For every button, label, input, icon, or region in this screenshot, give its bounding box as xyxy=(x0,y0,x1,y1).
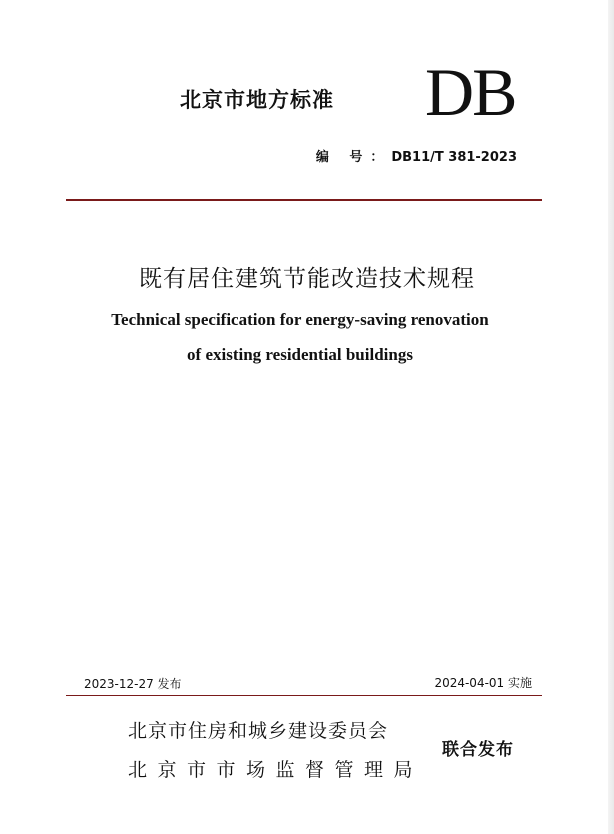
standard-category-label: 北京市地方标准 xyxy=(180,88,334,112)
top-divider xyxy=(66,199,542,201)
issuer-market-supervision: 北京市市场监督管理局 xyxy=(128,759,424,781)
standard-number-value: DB11/T 381-2023 xyxy=(391,150,517,165)
bottom-divider xyxy=(66,695,542,696)
page-edge-shadow xyxy=(608,0,614,834)
issue-date: 2023-12-27 发布 xyxy=(84,677,182,691)
document-title-english-line1: Technical specification for energy-saving renovation xyxy=(111,310,489,329)
issuer-housing-commission: 北京市住房和城乡建设委员会 xyxy=(128,720,389,742)
standard-number-label: 编 号： xyxy=(315,150,392,165)
db-logo: DB xyxy=(425,54,516,130)
document-title-english-line2: of existing residential buildings xyxy=(187,345,413,364)
document-title-chinese: 既有居住建筑节能改造技术规程 xyxy=(139,266,475,292)
implementation-date: 2024-04-01 实施 xyxy=(434,676,532,690)
joint-issue-label: 联合发布 xyxy=(442,740,514,760)
standard-number xyxy=(316,146,517,165)
